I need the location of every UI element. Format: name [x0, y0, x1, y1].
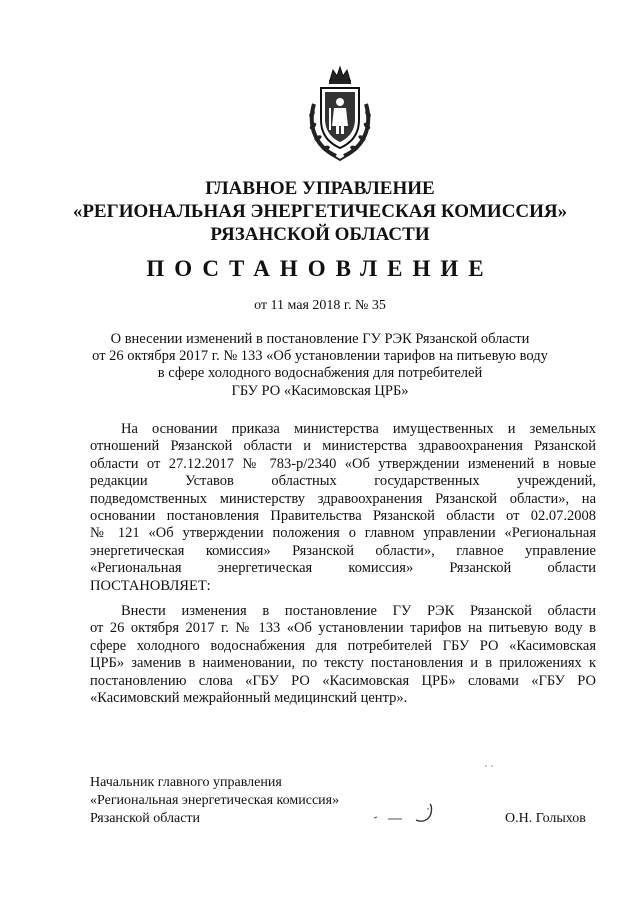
paragraph-line: № 121 «Об утверждении положения о главном управлении «Региональная — [90, 525, 596, 542]
subject-line: в сфере холодного водоснабжения для потребителей — [157, 365, 483, 382]
signer-name: О.Н. Голыхов — [505, 811, 586, 826]
handwritten-signature — [372, 800, 442, 826]
subject-line: от 26 октября 2017 г. № 133 «Об установлении тарифов на питьевую воду — [92, 348, 548, 365]
signature-block — [90, 774, 339, 827]
coat-of-arms-icon — [300, 64, 380, 164]
paragraph-line: основании постановления Правительства Рязанской области от 02.07.2008 — [90, 508, 596, 525]
paragraph-line: области от 27.12.2017 № 783-р/2340 «Об утверждении изменений в новые — [90, 455, 596, 472]
paragraph-line: «Региональная энергетическая комиссия» Рязанской области — [90, 560, 596, 577]
paragraph-line: На основании приказа министерства имущественных и земельных — [121, 421, 596, 437]
paragraph-line: от 26 октября 2017 г. № 133 «Об установлении тарифов на питьевую воду в — [90, 620, 596, 637]
signer-position-line: Рязанской области — [90, 810, 201, 826]
paragraph-line: подведомственных министерству здравоохранения Рязанской области», на — [90, 490, 596, 507]
document-date-number: от 11 мая 2018 г. № 35 — [254, 298, 386, 313]
header-line-2: «РЕГИОНАЛЬНАЯ ЭНЕРГЕТИЧЕСКАЯ КОМИССИЯ» — [72, 201, 568, 222]
resolution-paragraph — [90, 603, 596, 707]
document-type-heading: ПОСТАНОВЛЕНИЕ — [146, 256, 494, 281]
paragraph-line: ЦРБ» заменив в наименовании, по тексту постановления и в приложениях к — [90, 655, 596, 672]
subject-line: О внесении изменений в постановление ГУ РЭК Рязанской области — [110, 331, 530, 347]
paragraph-line: ПОСТАНОВЛЯЕТ: — [90, 577, 211, 594]
scan-speck — [484, 764, 494, 768]
subject-line: ГБУ РО «Касимовская ЦРБ» — [231, 382, 409, 399]
paragraph-line: редакции Уставов областных государственных учреждений, — [90, 473, 596, 490]
paragraph-line: постановлению слова «ГБУ РО «Касимовская ЦРБ» словами «ГБУ РО — [90, 672, 596, 689]
header-line-1: ГЛАВНОЕ УПРАВЛЕНИЕ — [205, 178, 435, 199]
signer-position-line: Начальник главного управления — [90, 775, 282, 790]
header-line-3: РЯЗАНСКОЙ ОБЛАСТИ — [210, 224, 430, 245]
document-subject — [80, 331, 560, 400]
paragraph-line: Внести изменения в постановление ГУ РЭК Рязанской области — [121, 603, 596, 619]
signer-position-line: «Региональная энергетическая комиссия» — [90, 792, 340, 808]
preamble-paragraph — [90, 421, 596, 595]
paragraph-line: сфере холодного водоснабжения для потребителей ГБУ РО «Касимовская — [90, 637, 596, 654]
paragraph-line: отношений Рязанской области и министерства здравоохранения Рязанской — [90, 438, 596, 455]
paragraph-line: энергетическая комиссия» Рязанской области», главное управление — [90, 542, 596, 559]
paragraph-line: «Касимовский межрайонный медицинский центр». — [90, 690, 408, 707]
